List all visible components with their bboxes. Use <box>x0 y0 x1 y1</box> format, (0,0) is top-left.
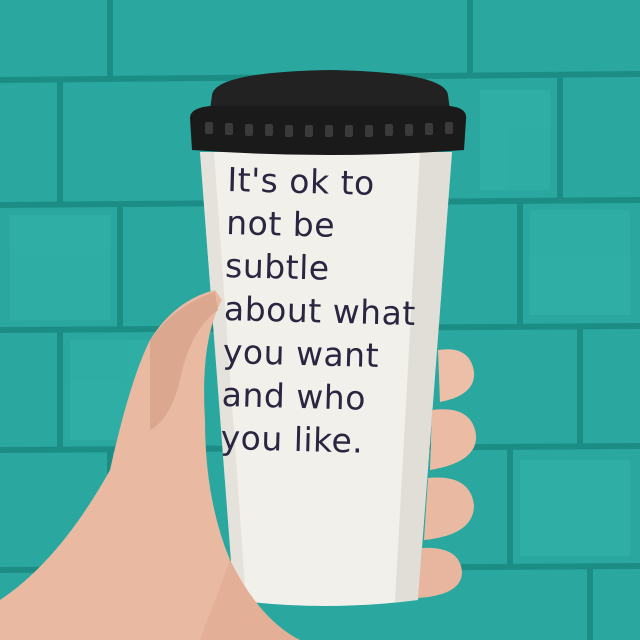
cup-text-line-2: not be <box>225 202 336 245</box>
cup-text-line-6: and who <box>221 374 367 418</box>
cup-handwritten-message <box>220 158 428 464</box>
cup-text-line-1: It's ok to <box>226 159 376 203</box>
cup-text-line-7: you like. <box>220 417 364 461</box>
cup-text-line-5: you want <box>222 331 380 376</box>
cup-text-line-4: about what <box>223 288 417 333</box>
cup-text-line-3: subtle <box>224 245 331 288</box>
